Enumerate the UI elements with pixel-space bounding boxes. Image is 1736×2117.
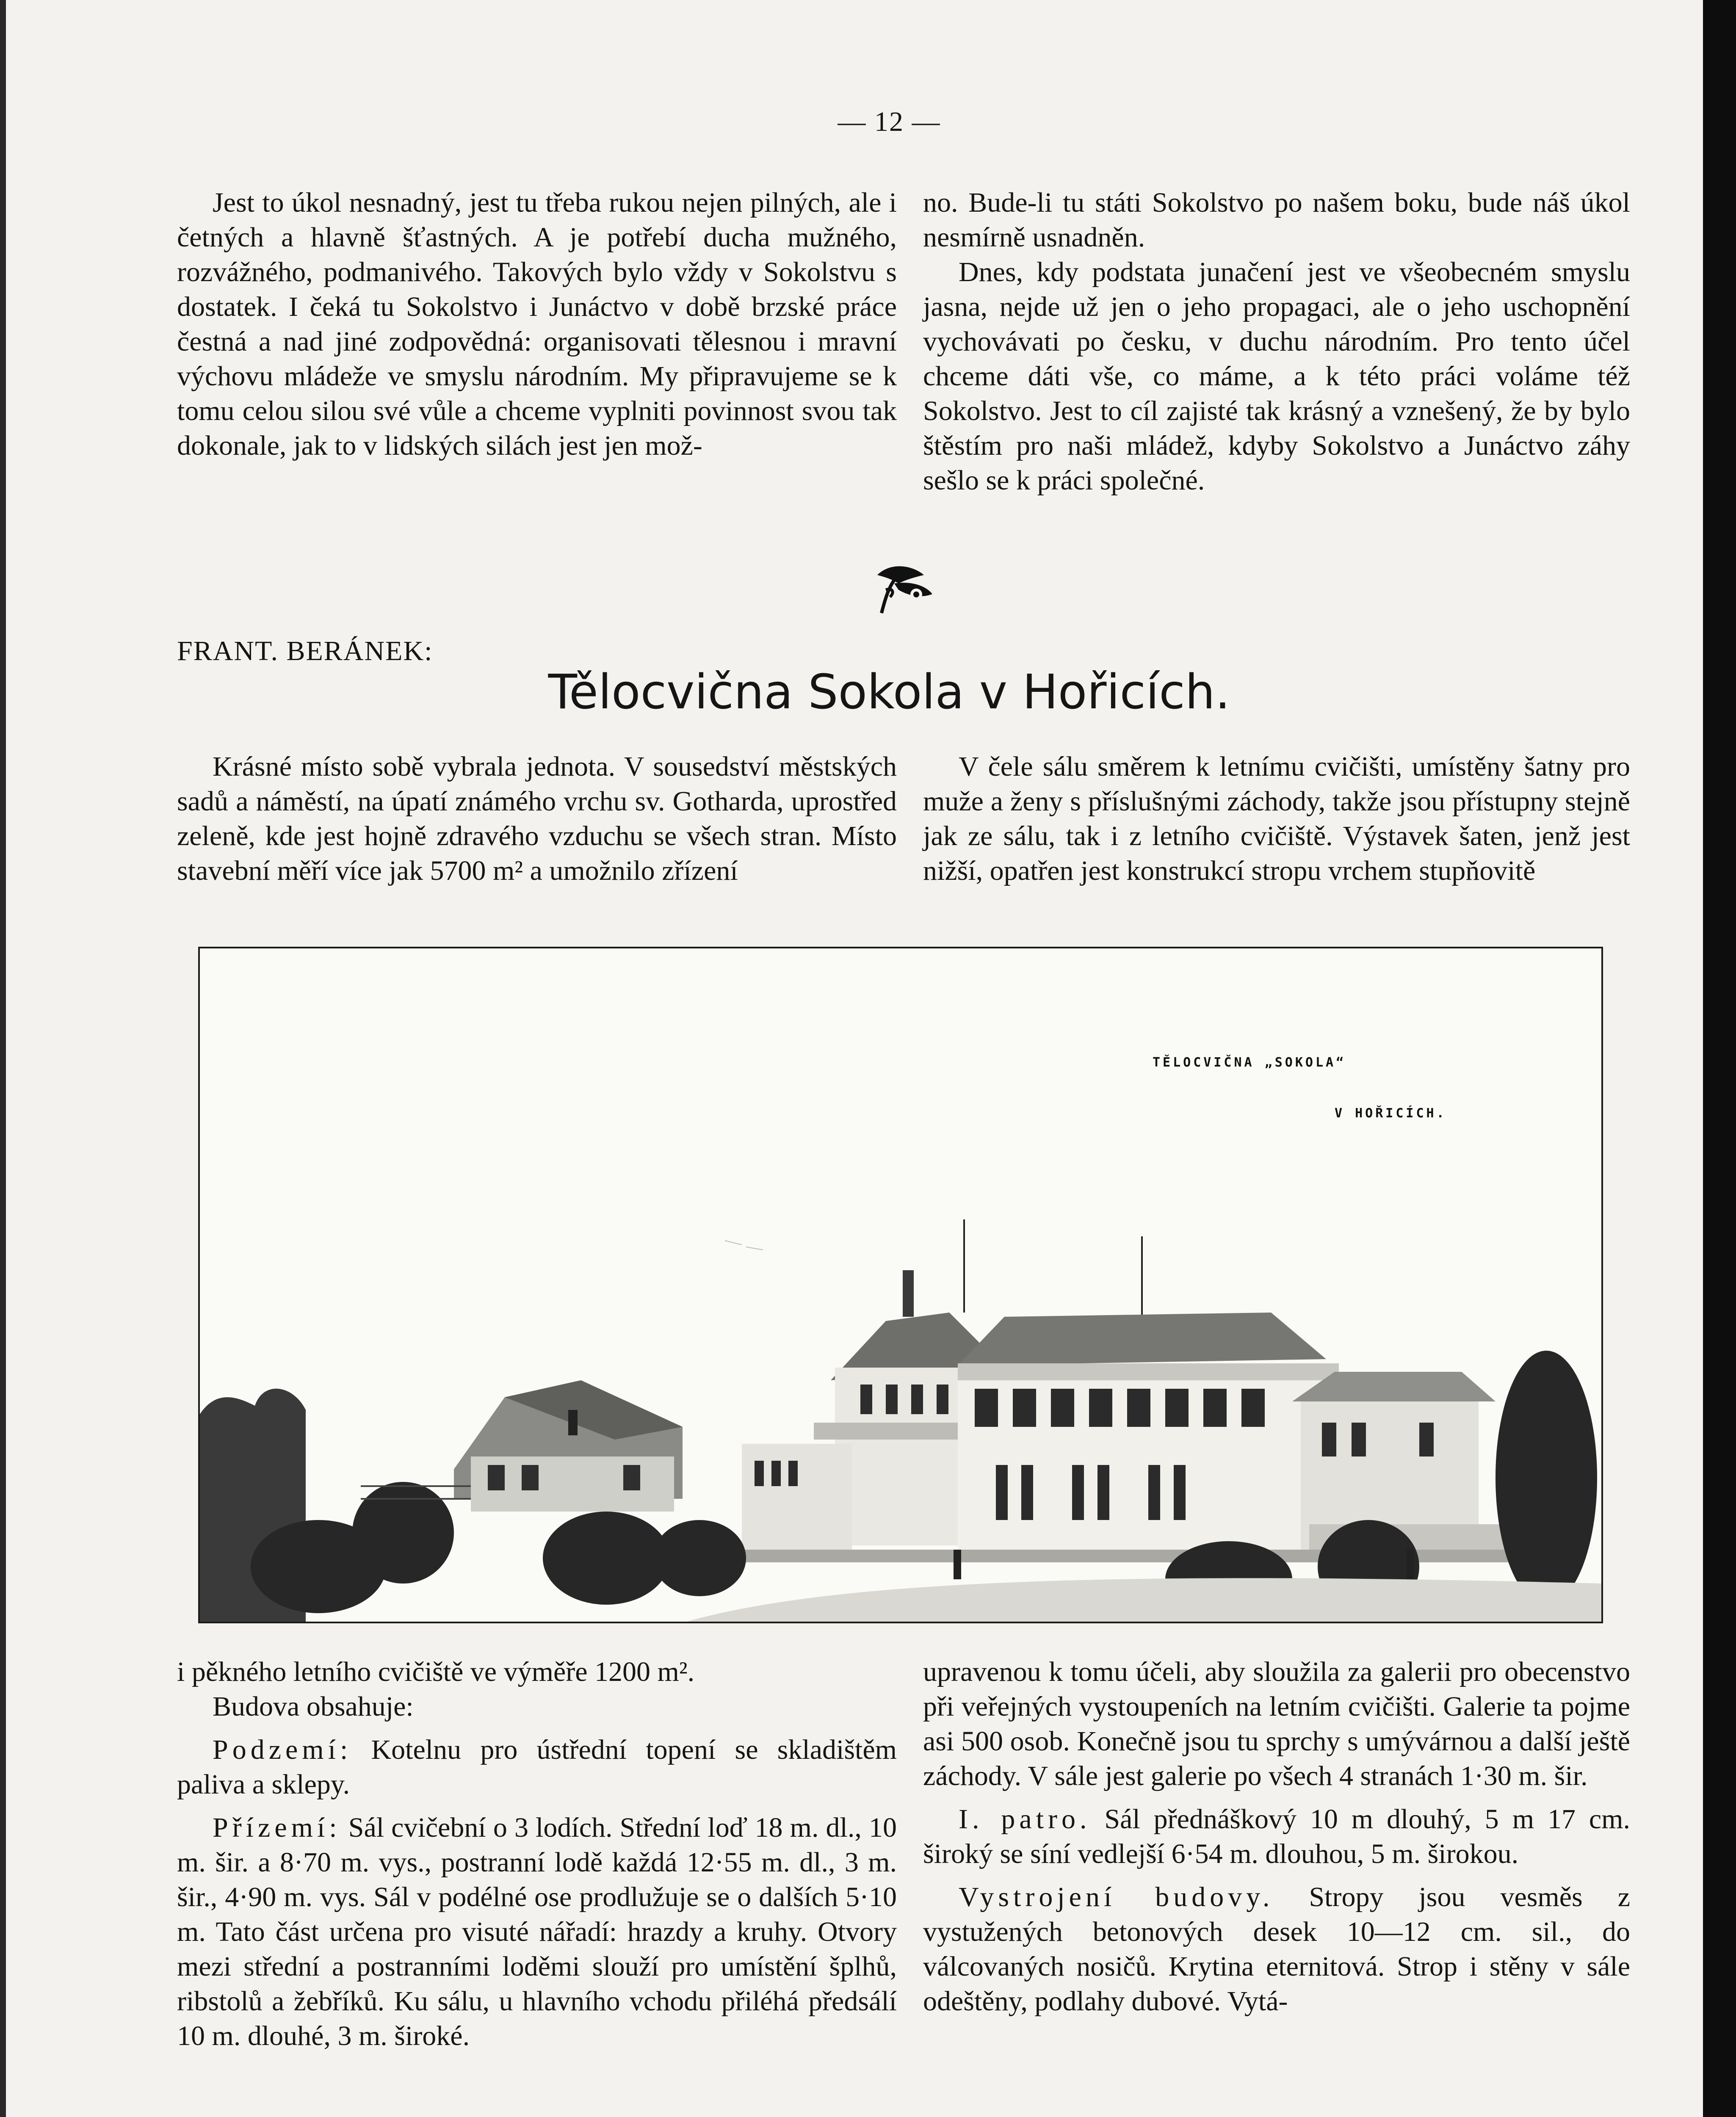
body-left-column — [177, 1655, 897, 2053]
intro-right-paragraph: V čele sálu směrem k letnímu cvičišti, umístěny šatny pro muže a ženy s příslušnými záchody, takže jsou přístupny stejně jak ze sálu, tak i z letního cvičiště. Výstavek šaten, jenž jest nižší, opatřen jest konstrukcí stropu vrchem stupňovitě — [923, 751, 1630, 886]
figure-caption-line-2: V HOŘICÍCH. — [1335, 1106, 1447, 1121]
section1-right-paragraph-1: no. Bude-li tu státi Sokolstvo po našem boku, bude náš úkol nesmírně usnadněn. — [923, 187, 1630, 253]
article-author: FRANT. BERÁNEK: — [177, 636, 433, 666]
leaf-flourish-icon — [869, 558, 937, 617]
vystroj-label: Vystrojení budovy. — [959, 1882, 1274, 1912]
intro-right-column — [923, 749, 1630, 888]
building-illustration — [198, 947, 1603, 1623]
budova-heading: Budova obsahuje: — [213, 1691, 414, 1722]
section1-left-paragraph: Jest to úkol nesnadný, jest tu třeba rukou nejen pilných, ale i četných a hlavně šťastných. A je potřebí ducha mužného, rozvážného, podmanivého. Takových bylo vždy v Sokolstvu s dostatek. I čeká tu Sokolstvo i Junáctvo v době brzské práce čestná a nad jiné zodpovědná: organisovati tělesnou i mravní výchovu mládeže ve smyslu národním. My připravujeme se k tomu celou silou své vůle a chceme vyplniti povinnost svou tak dokonale, jak to v lidských silách jest jen mož- — [177, 187, 897, 461]
prizemi-text: Sál cvičební o 3 lodích. Střední loď 18 m. dl., 10 m. šir. a 8·70 m. vys., postranní lodě každá 12·55 m. dl., 3 m. šir., 4·90 m. vys. Sál v podélné ose prodlužuje se o dalších 5·10 m. Tato část určena pro visuté nářadí: hrazdy a kruhy. Otvory mezi střední a postranními loděmi slouží pro umístění šplhů, ribstolů a žebříků. Ku sálu, u hlavního vchodu přiléhá předsálí 10 m. dlouhé, 3 m. široké. — [177, 1812, 897, 2051]
page-number: — 12 — — [838, 106, 941, 137]
left-continuation: i pěkného letního cvičiště ve výměře 1200 m². — [177, 1656, 695, 1687]
podzemi-text: Kotelnu pro ústřední topení se skladištěm paliva a sklepy. — [177, 1734, 897, 1800]
patro-paragraph — [923, 1802, 1630, 1871]
prizemi-label: Přízemí: — [213, 1812, 341, 1843]
scan-edge-left — [0, 0, 6, 2117]
patro-text: Sál přednáškový 10 m dlouhý, 5 m 17 cm. široký se síní vedlejší 6·54 m. dlouhou, 5 m. širokou. — [923, 1804, 1630, 1869]
section1-right-paragraph-2: Dnes, kdy podstata junačení jest ve všeobecném smyslu jasna, nejde už jen o jeho propagaci, ale o jeho uschopnění vychovávati po česku, v duchu národním. Pro tento účel chceme dáti vše, co máme, a k této práci voláme též Sokolstvo. Jest to cíl zajisté tak krásný a vznešený, že by bylo štěstím pro naši mládež, kdyby Sokolstvo a Junáctvo záhy sešlo se k práci společné. — [923, 257, 1630, 496]
podzemi-label: Podzemí: — [213, 1734, 352, 1765]
building-drawing — [200, 948, 1601, 1622]
patro-label: I. patro. — [959, 1804, 1091, 1835]
vystroj-text: Stropy jsou vesměs z vystužených betonových desek 10—12 cm. sil., do válcovaných nosičů. Krytina eternitová. Strop i stěny v sále odeštěny, podlahy dubové. Vytá- — [923, 1882, 1630, 2017]
section1-left-column — [177, 185, 897, 463]
right-continuation: upravenou k tomu účeli, aby sloužila za galerii pro obecenstvo při veřejných vystoupeních na letním cvičišti. Galerie ta pojme asi 500 osob. Konečně jsou tu sprchy s umývárnou a další ještě záchody. V sále jest galerie po všech 4 stranách 1·30 m. šir. — [923, 1656, 1630, 1791]
figure-caption-line-1: TĚLOCVIČNA „SOKOLA“ — [1153, 1055, 1346, 1070]
intro-left-paragraph: Krásné místo sobě vybrala jednota. V sousedství městských sadů a náměstí, na úpatí známého vrchu sv. Gotharda, uprostřed zeleně, kde jest hojně zdravého vzduchu se všech stran. Místo stavební měří více jak 5700 m² a umožnilo zřízení — [177, 751, 897, 886]
podzemi-paragraph — [177, 1733, 897, 1802]
article-title: Tělocvična Sokola v Hořicích. — [548, 665, 1230, 720]
section1-right-column — [923, 185, 1630, 498]
prizemi-paragraph — [177, 1810, 897, 2053]
vystroj-paragraph — [923, 1880, 1630, 2019]
scan-edge-right — [1703, 0, 1736, 2117]
body-right-column — [923, 1655, 1630, 2019]
intro-left-column — [177, 749, 897, 888]
